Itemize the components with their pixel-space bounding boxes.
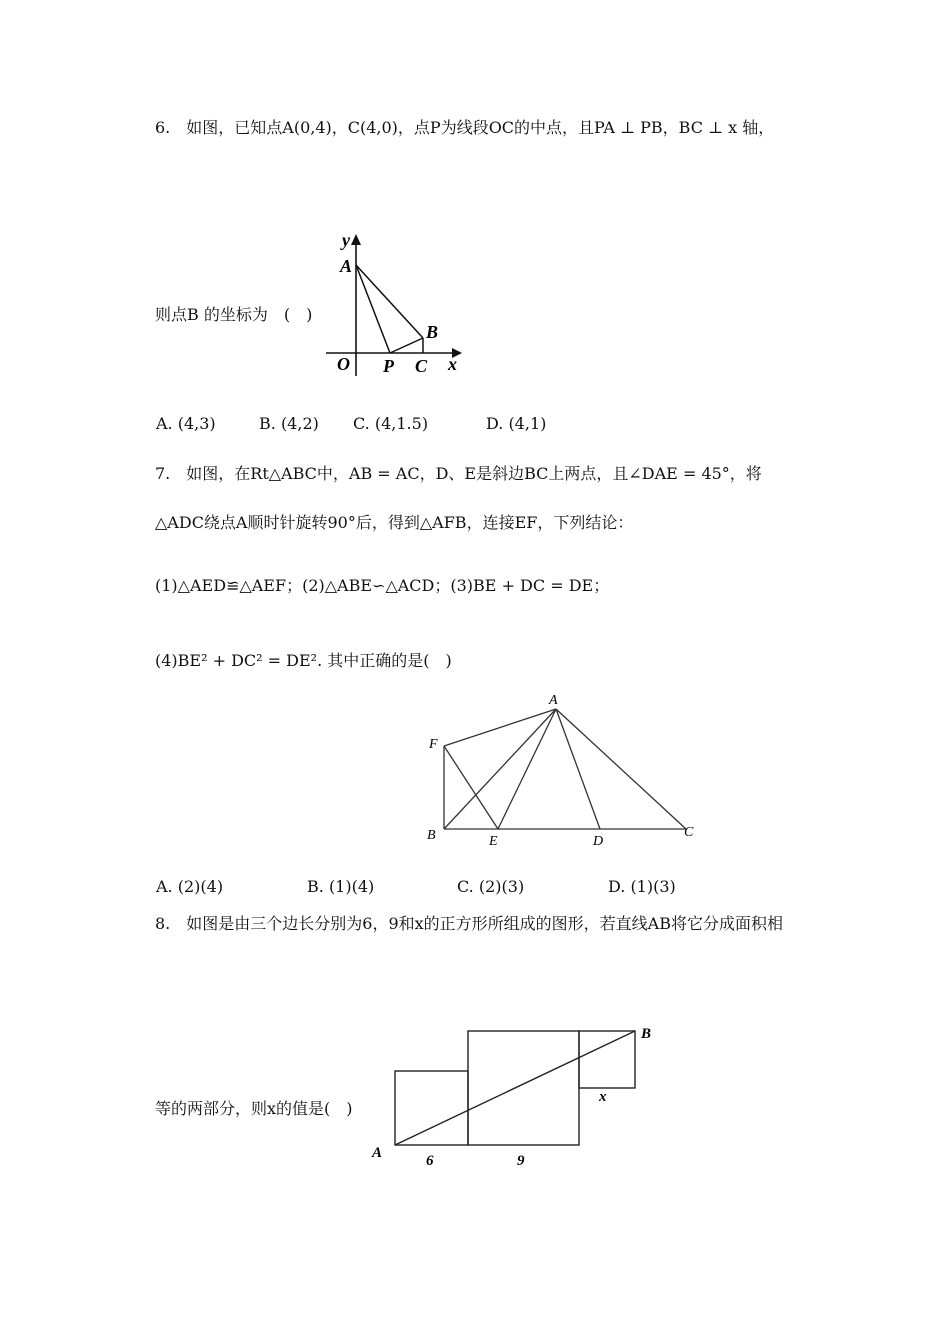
- q7-label-E: E: [489, 834, 498, 849]
- q6-option-a-text: (4,3): [177, 414, 216, 433]
- q6-option-c[interactable]: [353, 413, 428, 435]
- q8-label-A: A: [372, 1145, 383, 1161]
- q6-option-b-label: B.: [259, 414, 276, 433]
- q6-segment-PB: [390, 338, 423, 353]
- q7-segment-AE: [498, 709, 556, 829]
- q6-option-d-text: (4,1): [508, 414, 547, 433]
- q8-label-9: 9: [517, 1153, 525, 1169]
- q6-label-x: x: [448, 354, 457, 374]
- q7-option-c-text: (2)(3): [478, 877, 525, 896]
- q8-square-x: [579, 1031, 635, 1088]
- q7-option-c-label: C.: [457, 877, 474, 896]
- q8-square-6: [395, 1071, 468, 1145]
- q7-label-A: A: [549, 693, 558, 708]
- q6-option-d[interactable]: [486, 413, 546, 435]
- q6-option-a[interactable]: [156, 413, 216, 435]
- q6-label-A: A: [340, 256, 353, 276]
- q6-segment-AB: [356, 265, 423, 338]
- q6-option-c-label: C.: [353, 414, 370, 433]
- q8-stem-line2: 等的两部分，则x的值是( ): [155, 1099, 353, 1118]
- q6-y-arrow: [351, 234, 361, 245]
- q6-option-b-text: (4,2): [280, 414, 319, 433]
- q6-label-B: B: [426, 322, 439, 342]
- q7-option-a-text: (2)(4): [177, 877, 224, 896]
- q6-segment-AP: [356, 265, 390, 353]
- q6-stem-line1: 6. 如图，已知点A(0,4)，C(4,0)，点P为线段OC的中点，且PA ⊥ PB，BC ⊥ x 轴，: [155, 118, 775, 137]
- q7-stem-line3: (1)△AED≌△AEF；(2)△ABE∽△ACD；(3)BE + DC = DE；: [155, 576, 610, 595]
- q6-label-C: C: [415, 356, 428, 376]
- q6-stem-line2: 则点B 的坐标为 ( ): [155, 305, 313, 324]
- q7-option-c[interactable]: [457, 876, 524, 898]
- q7-option-a[interactable]: [156, 876, 223, 898]
- q7-option-b[interactable]: [307, 876, 374, 898]
- q7-stem-line4: (4)BE² + DC² = DE². 其中正确的是( ): [155, 651, 452, 670]
- q8-square-9: [468, 1031, 579, 1145]
- q7-option-d-label: D.: [608, 877, 626, 896]
- q8-label-B: B: [641, 1026, 652, 1042]
- q6-option-c-text: (4,1.5): [374, 414, 429, 433]
- q6-option-a-label: A.: [156, 414, 173, 433]
- q8-stem-line1: 8. 如图是由三个边长分别为6，9和x的正方形所组成的图形，若直线AB将它分成面积相: [155, 914, 783, 933]
- q8-label-6: 6: [426, 1153, 434, 1169]
- q7-option-b-label: B.: [307, 877, 324, 896]
- q7-label-B: B: [427, 828, 436, 843]
- q7-segment-AD: [556, 709, 600, 829]
- q6-label-y: y: [342, 230, 350, 250]
- q6-coordinate-figure: [320, 228, 470, 378]
- q6-label-O: O: [337, 354, 350, 374]
- q7-stem-line1: 7. 如图，在Rt△ABC中，AB = AC，D、E是斜边BC上两点，且∠DAE = 45°，将: [155, 464, 762, 483]
- q7-segment-AC: [556, 709, 686, 829]
- q6-option-d-label: D.: [486, 414, 504, 433]
- q7-option-a-label: A.: [156, 877, 173, 896]
- q7-label-F: F: [429, 737, 438, 752]
- q7-triangle-figure: [420, 688, 710, 853]
- q7-option-d-text: (1)(3): [630, 877, 676, 896]
- q7-label-C: C: [684, 825, 694, 840]
- q7-option-b-text: (1)(4): [328, 877, 375, 896]
- q7-segment-FE: [444, 746, 498, 829]
- q6-label-P: P: [383, 356, 394, 376]
- q7-option-d[interactable]: [608, 876, 676, 898]
- q7-stem-line2: △ADC绕点A顺时针旋转90°后，得到△AFB，连接EF，下列结论：: [155, 513, 634, 532]
- q6-option-b[interactable]: [259, 413, 319, 435]
- q8-label-x: x: [599, 1089, 607, 1105]
- q7-label-D: D: [593, 834, 604, 849]
- q8-squares-figure: [368, 1022, 668, 1172]
